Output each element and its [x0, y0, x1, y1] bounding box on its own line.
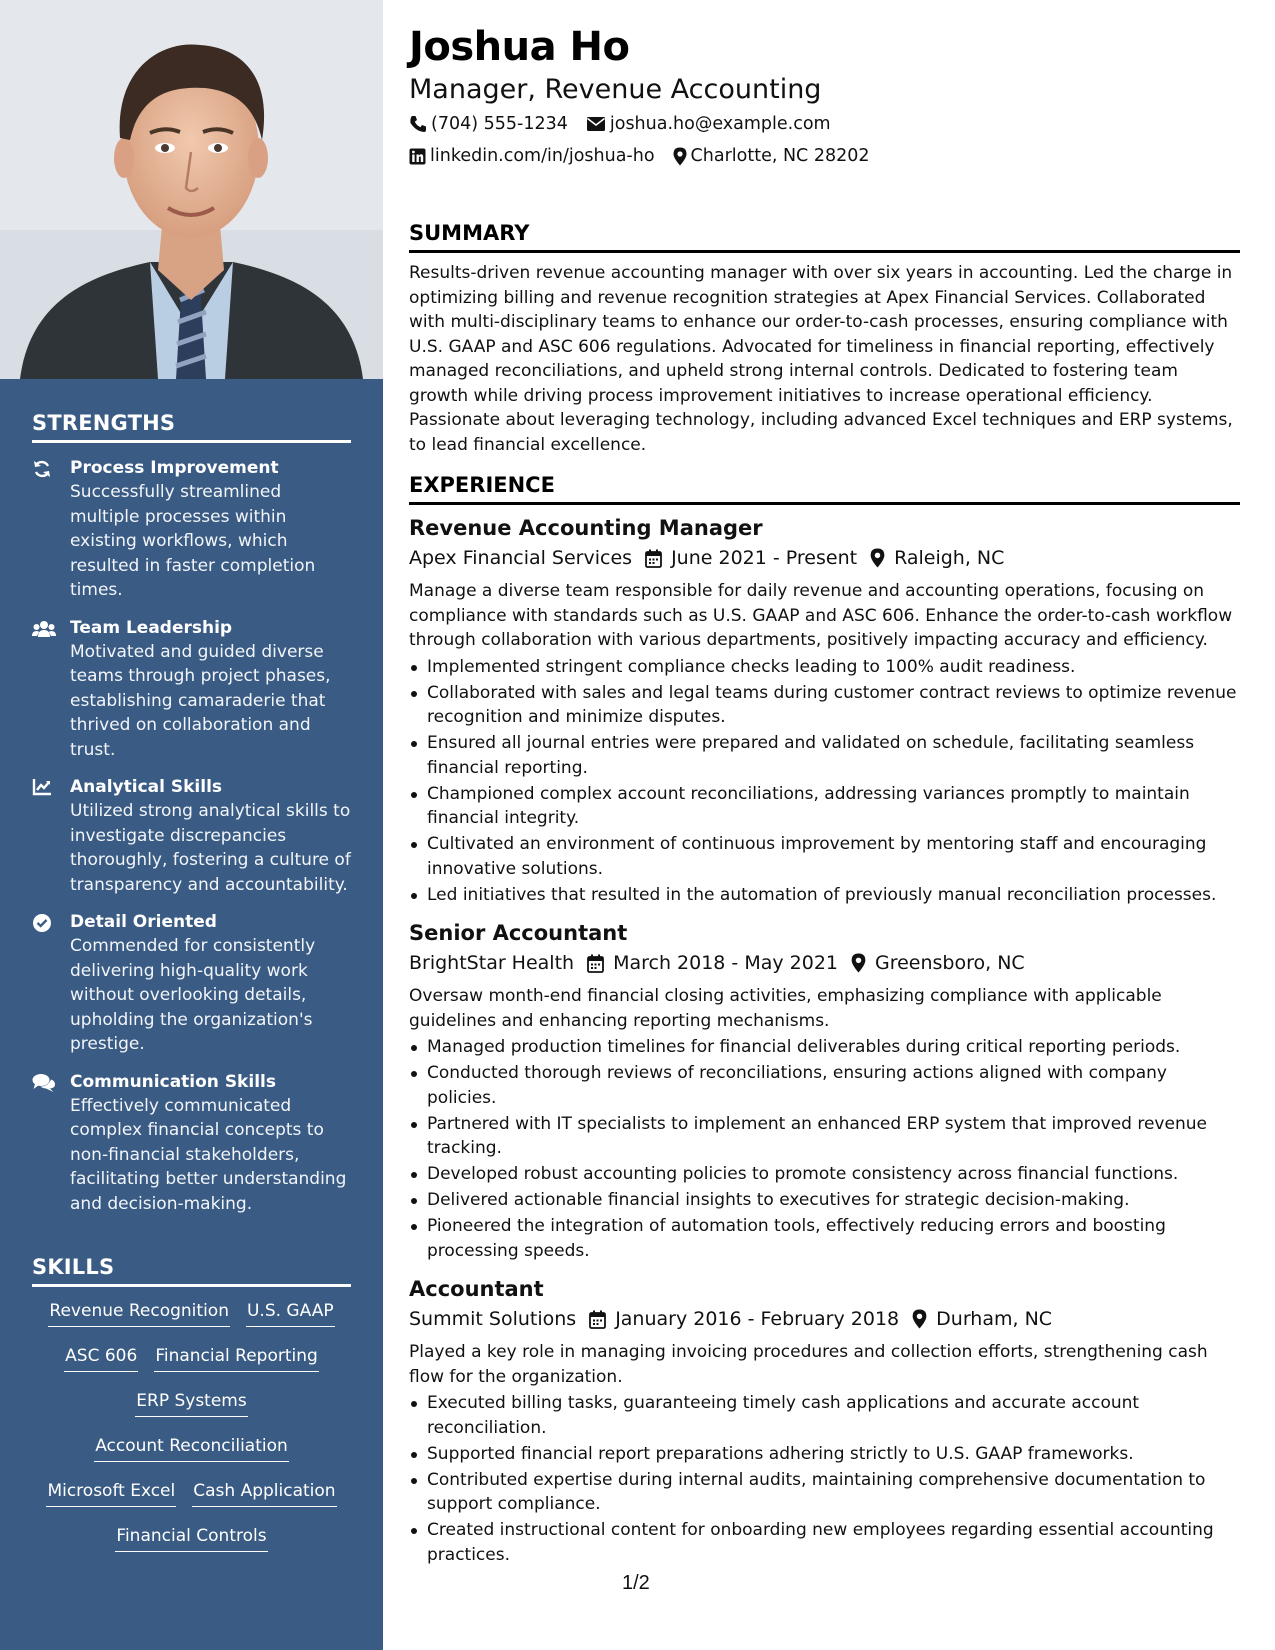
job-description: Played a key role in managing invoicing procedures and collection efforts, strengthening cash flow for the organization.: [409, 1342, 1208, 1387]
job-entry: [409, 918, 1240, 1263]
map-pin-icon: [912, 1309, 927, 1329]
calendar-icon: [645, 549, 662, 568]
job-location: Durham, NC: [936, 1308, 1053, 1330]
job-entry: [409, 513, 1240, 907]
phone-icon: [409, 115, 427, 133]
profile-photo: [0, 0, 383, 379]
job-dates: January 2016 - February 2018: [615, 1308, 900, 1330]
candidate-title: Manager, Revenue Accounting: [409, 74, 822, 105]
company-name: Summit Solutions: [409, 1308, 577, 1330]
skill-tag: Account Reconciliation: [94, 1434, 289, 1462]
chart-line-icon: [32, 778, 54, 798]
bullet-item: Delivered actionable financial insights to executives for strategic decision-making.: [409, 1188, 1240, 1213]
experience-heading: EXPERIENCE: [409, 473, 1240, 505]
bullet-item: Executed billing tasks, guaranteeing timely cash applications and accurate account reconciliation.: [409, 1391, 1240, 1440]
calendar-icon: [589, 1310, 606, 1329]
map-pin-icon: [851, 953, 866, 973]
job-location: Raleigh, NC: [894, 547, 1005, 569]
job-description: Manage a diverse team responsible for daily revenue and accounting operations, focusing on compliance with standards such as U.S. GAAP and ASC 606. Enhance the order-to-cash workflow through collaboration with various departments, positively impacting accuracy and efficiency.: [409, 581, 1233, 650]
contact-row: [409, 146, 888, 166]
skill-tag: ERP Systems: [135, 1389, 247, 1417]
strength-title: Detail Oriented: [70, 912, 217, 932]
strengths-section: [32, 411, 351, 1216]
strength-title: Communication Skills: [70, 1071, 276, 1092]
skills-heading: SKILLS: [32, 1255, 351, 1287]
skills-section: [32, 1255, 351, 1569]
map-pin-icon: [870, 548, 885, 568]
bullet-item: Championed complex account reconciliations, addressing variances promptly to maintain financial integrity.: [409, 782, 1240, 831]
sidebar: [0, 0, 383, 1650]
company-name: BrightStar Health: [409, 952, 575, 974]
summary-heading: SUMMARY: [409, 221, 1240, 253]
bullet-item: Pioneered the integration of automation tools, effectively reducing errors and boosting processing speeds.: [409, 1214, 1240, 1263]
bullet-item: Cultivated an environment of continuous improvement by mentoring staff and encouraging innovative solutions.: [409, 832, 1240, 881]
bullet-item: Ensured all journal entries were prepared and validated on schedule, facilitating seamless financial reporting.: [409, 731, 1240, 780]
sync-icon: [32, 459, 54, 479]
bullet-item: Supported financial report preparations adhering strictly to U.S. GAAP frameworks.: [409, 1442, 1240, 1467]
email-address: joshua.ho@example.com: [609, 114, 831, 134]
location-text: Charlotte, NC 28202: [690, 146, 870, 166]
job-bullets: [409, 1035, 1240, 1263]
strength-description: Utilized strong analytical skills to investigate discrepancies thoroughly, fostering a culture of transparency and accountability.: [70, 801, 351, 895]
job-title: Senior Accountant: [409, 921, 628, 945]
skill-tag: U.S. GAAP: [246, 1299, 335, 1327]
bullet-item: Implemented stringent compliance checks leading to 100% audit readiness.: [409, 655, 1240, 680]
strength-item: [32, 617, 351, 763]
bullet-item: Developed robust accounting policies to promote consistency across financial functions.: [409, 1162, 1240, 1187]
job-title: Revenue Accounting Manager: [409, 516, 763, 540]
skills-list: [32, 1299, 351, 1569]
comments-icon: [32, 1073, 54, 1093]
linkedin-icon: [409, 148, 426, 165]
bullet-item: Contributed expertise during internal audits, maintaining comprehensive documentation to support compliance.: [409, 1468, 1240, 1517]
strength-title: Analytical Skills: [70, 777, 223, 797]
job-bullets: [409, 655, 1240, 908]
strength-description: Successfully streamlined multiple processes within existing workflows, which resulted in faster completion times.: [70, 482, 316, 600]
summary-section: [409, 221, 1240, 457]
skill-tag: Microsoft Excel: [46, 1479, 176, 1507]
bullet-item: Collaborated with sales and legal teams during customer contract reviews to optimize revenue recognition and minimize disputes.: [409, 681, 1240, 730]
job-dates: June 2021 - Present: [671, 547, 858, 569]
envelope-icon: [586, 116, 606, 132]
email-contact[interactable]: [586, 114, 831, 134]
strength-description: Motivated and guided diverse teams through project phases, establishing camaraderie that thrived on collaboration and trust.: [70, 641, 331, 760]
bullet-item: Conducted thorough reviews of reconciliations, ensuring actions aligned with company policies.: [409, 1061, 1240, 1110]
strength-description: Commended for consistently delivering high-quality work without overlooking details, upholding the organization's prestige.: [70, 936, 316, 1054]
job-title: Accountant: [409, 1277, 544, 1301]
job-description: Oversaw month-end financial closing activities, emphasizing compliance with applicable guidelines and enhancing reporting mechanisms.: [409, 986, 1162, 1031]
strength-description: Effectively communicated complex financial concepts to non-financial stakeholders, facilitating better understanding and decision-making.: [70, 1095, 347, 1214]
job-meta: [409, 1304, 1240, 1334]
skill-tag: Financial Reporting: [154, 1344, 319, 1372]
job-meta: [409, 543, 1240, 573]
job-dates: March 2018 - May 2021: [613, 952, 838, 974]
bullet-item: Managed production timelines for financial deliverables during critical reporting periods.: [409, 1035, 1240, 1060]
job-meta: [409, 948, 1240, 978]
skill-tag: Revenue Recognition: [48, 1299, 230, 1327]
bullet-item: Partnered with IT specialists to implement an enhanced ERP system that improved revenue tracking.: [409, 1112, 1240, 1161]
job-bullets: [409, 1391, 1240, 1567]
map-pin-icon: [673, 147, 687, 166]
candidate-name: Joshua Ho: [409, 24, 630, 70]
strength-item: [32, 911, 351, 1057]
linkedin-url: linkedin.com/in/joshua-ho: [430, 146, 655, 166]
phone-number: (704) 555-1234: [431, 114, 568, 134]
skill-tag: Financial Controls: [115, 1524, 267, 1552]
experience-section: [409, 473, 1240, 1569]
company-name: Apex Financial Services: [409, 547, 633, 569]
summary-text: Results-driven revenue accounting manager with over six years in accounting. Led the charge in optimizing billing and revenue recognition strategies at Apex Financial Services. Collaborated with multi-disciplinary teams to enhance our order-to-cash processes, ensuring compliance with U.S. GAAP and ASC 606 regulations. Advocated for timeliness in financial reporting, effectively managed reconciliations, and upheld strong internal controls. Dedicated to fostering team growth while driving process improvement initiatives to increase operational efficiency. Passionate about leveraging technology, including advanced Excel techniques and ERP systems, to lead financial excellence.: [409, 263, 1233, 455]
check-circle-icon: [32, 913, 54, 933]
job-entry: [409, 1274, 1240, 1567]
users-icon: [32, 619, 54, 639]
skill-tag: ASC 606: [64, 1344, 138, 1372]
strength-title: Team Leadership: [70, 617, 233, 638]
bullet-item: Led initiatives that resulted in the automation of previously manual reconciliation processes.: [409, 883, 1240, 908]
location-contact: [673, 146, 870, 166]
phone-contact[interactable]: [409, 114, 568, 134]
skill-tag: Cash Application: [192, 1479, 336, 1507]
contact-row: [409, 114, 849, 134]
job-location: Greensboro, NC: [875, 952, 1025, 974]
bullet-item: Created instructional content for onboarding new employees regarding essential accounting practices.: [409, 1518, 1240, 1567]
strength-item: [32, 1071, 351, 1217]
page-number: 1/2: [622, 1572, 650, 1594]
strengths-heading: STRENGTHS: [32, 411, 351, 443]
strength-title: Process Improvement: [70, 458, 279, 478]
linkedin-contact[interactable]: [409, 146, 655, 166]
strength-item: [32, 457, 351, 603]
strength-item: [32, 776, 351, 897]
calendar-icon: [587, 954, 604, 973]
